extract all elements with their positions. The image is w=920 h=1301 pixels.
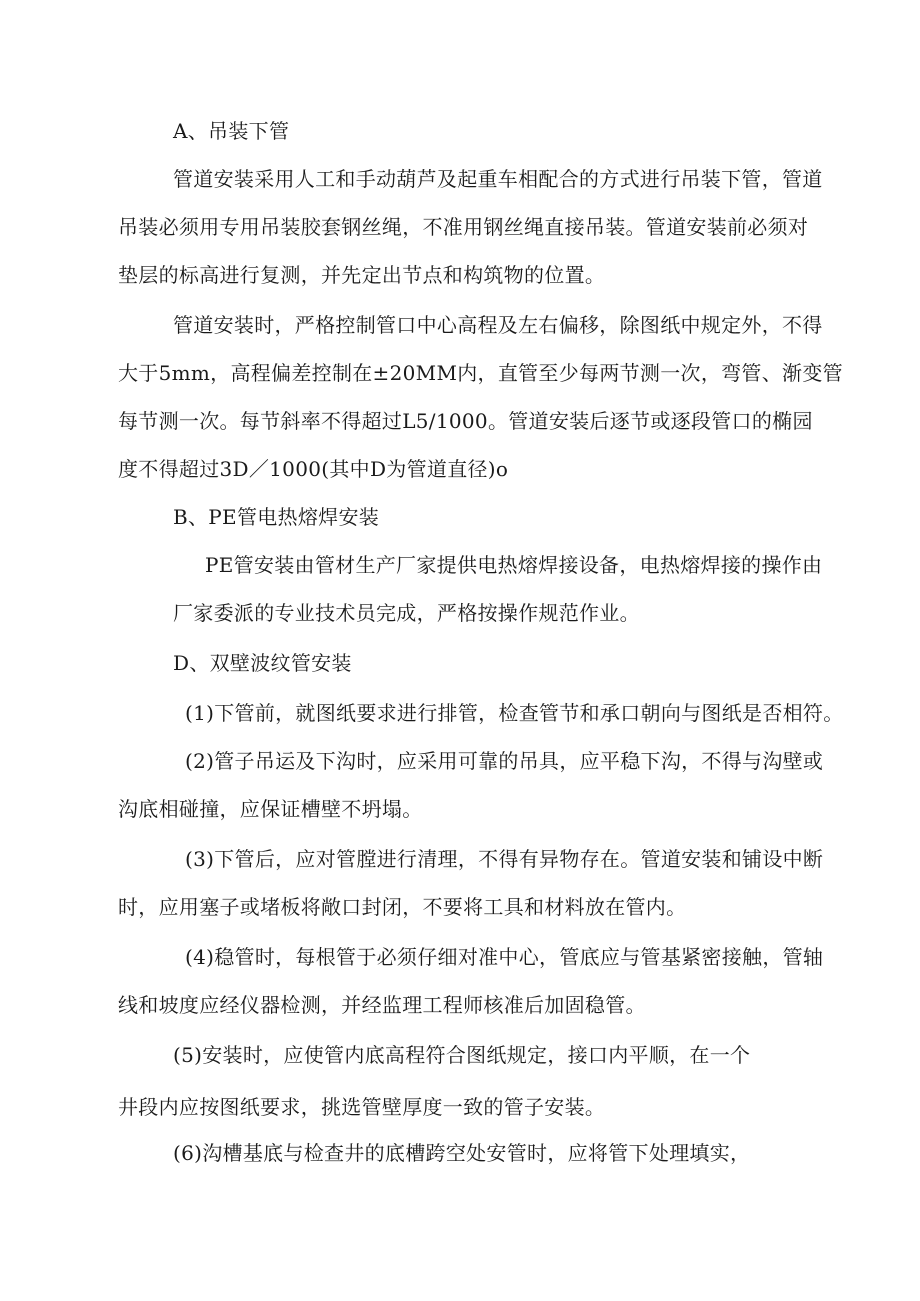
- paragraph-line: 时，应用塞子或堵板将敞口封闭，不要将工具和材料放在管内。: [118, 895, 687, 919]
- list-item: (4)稳管时，每根管于必须仔细对准中心，管底应与管基紧密接触，管轴: [185, 945, 824, 969]
- list-item: (2)管子吊运及下沟时，应采用可靠的吊具，应平稳下沟，不得与沟壁或: [185, 749, 824, 773]
- paragraph-line: 沟底相碰撞，应保证槽壁不坍塌。: [118, 797, 423, 821]
- paragraph-line: 垫层的标高进行复测，并先定出节点和构筑物的位置。: [118, 263, 606, 287]
- section-heading-a: A、吊装下管: [173, 119, 290, 143]
- paragraph-line: 吊装必须用专用吊装胶套钢丝绳，不准用钢丝绳直接吊装。管道安装前必须对: [118, 215, 809, 239]
- list-item: (5)安装时，应使管内底高程符合图纸规定，接口内平顺，在一个: [173, 1043, 751, 1067]
- section-heading-d: D、双壁波纹管安装: [173, 651, 352, 675]
- paragraph-line: 井段内应按图纸要求，挑选管壁厚度一致的管子安装。: [118, 1095, 606, 1119]
- paragraph-line: 厂家委派的专业技术员完成，严格按操作规范作业。: [173, 601, 640, 625]
- paragraph-line: 管道安装时，严格控制管口中心高程及左右偏移，除图纸中规定外，不得: [173, 313, 823, 337]
- paragraph-line: 度不得超过3D／1000(其中D为管道直径)o: [118, 457, 509, 481]
- paragraph-line: PE管安装由管材生产厂家提供电热熔焊接设备，电热熔焊接的操作由: [205, 553, 823, 577]
- paragraph-line: 线和坡度应经仪器检测，并经监理工程师核准后加固稳管。: [118, 993, 646, 1017]
- paragraph-line: 每节测一次。每节斜率不得超过L5/1000。管道安装后逐节或逐段管口的椭园: [118, 409, 813, 433]
- list-item: (1)下管前，就图纸要求进行排管，检查管节和承口朝向与图纸是否相符。: [185, 701, 844, 725]
- paragraph-line: 管道安装采用人工和手动葫芦及起重车相配合的方式进行吊装下管，管道: [173, 167, 823, 191]
- section-heading-b: B、PE管电热熔焊安装: [173, 505, 380, 529]
- list-item: (3)下管后，应对管膛进行清理，不得有异物存在。管道安装和铺设中断: [185, 847, 824, 871]
- list-item: (6)沟槽基底与检查井的底槽跨空处安管时，应将管下处理填实，: [173, 1141, 751, 1165]
- paragraph-line: 大于5mm，高程偏差控制在±20MM内，直管至少每两节测一次，弯管、渐变管: [118, 361, 843, 385]
